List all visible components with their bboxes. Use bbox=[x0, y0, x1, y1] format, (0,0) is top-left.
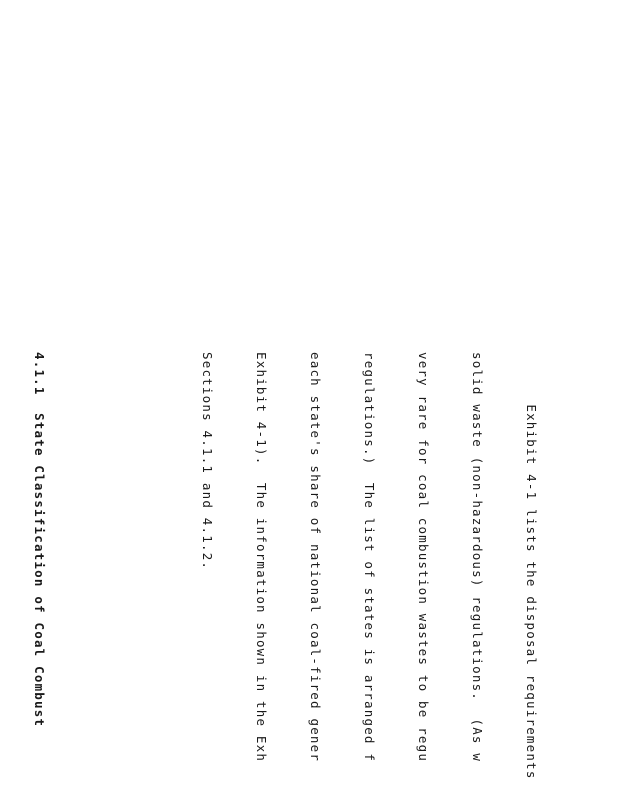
text-line: Sections 4.1.1 and 4.1.2. bbox=[200, 352, 215, 571]
rotated-text-block bbox=[0, 352, 618, 800]
text-line: solid waste (non-hazardous) regulations. (As w bbox=[470, 352, 485, 763]
intro-paragraph bbox=[165, 352, 573, 800]
section-heading: 4.1.1 State Classification of Coal Combust bbox=[32, 352, 47, 728]
text-line: Exhibit 4-1). The information shown in the Exh bbox=[254, 352, 269, 763]
text-line: Exhibit 4-1 lists the disposal requirements bbox=[524, 352, 539, 780]
paragraph-spacer bbox=[96, 352, 120, 800]
text-line: each state's share of national coal-fired gener bbox=[308, 352, 323, 763]
text-line: very rare for coal combustion wastes to be regu bbox=[416, 352, 431, 763]
text-line: regulations.) The list of states is arranged f bbox=[362, 352, 377, 763]
